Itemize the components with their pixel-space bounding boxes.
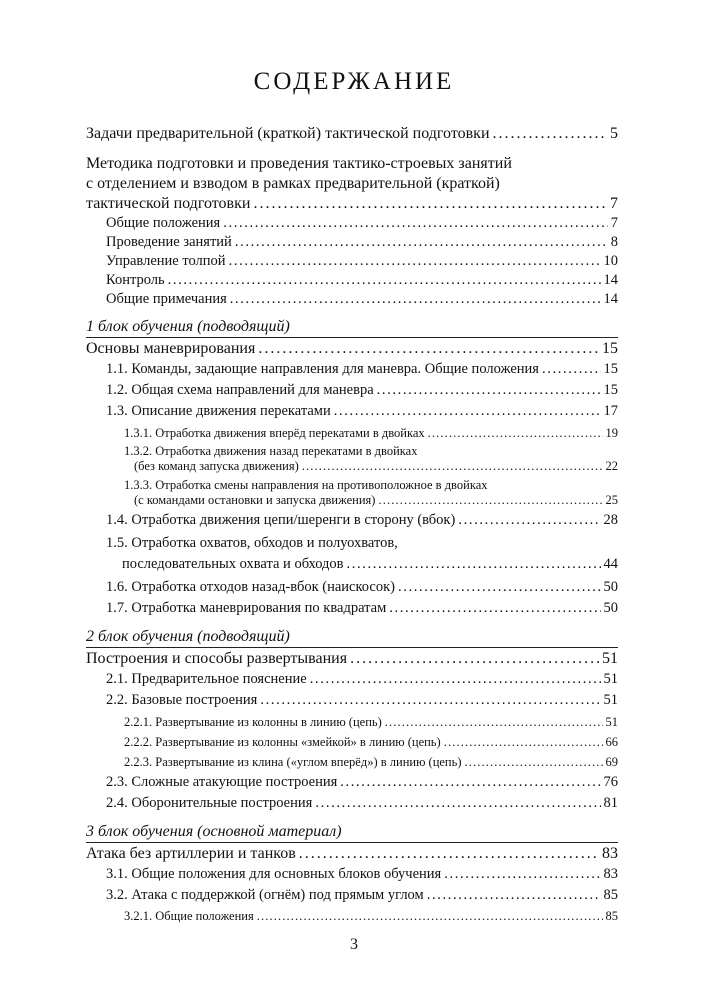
toc-page: 50: [603, 600, 618, 616]
toc-entry-control[interactable]: Контроль . . . 14: [86, 271, 618, 290]
table-of-contents: [86, 124, 618, 924]
toc-entry-1-5[interactable]: 1.5. Отработка охватов, обходов и полуохватов, последовательных охвата и обходов . . . 44: [86, 533, 618, 575]
toc-page: 10: [603, 253, 618, 269]
leader-dots: [465, 755, 603, 770]
toc-entry-3-1[interactable]: 3.1. Общие положения для основных блоков обучения . . . 83: [86, 864, 618, 885]
toc-entry-2-1[interactable]: 2.1. Предварительное пояснение . . . 51: [86, 669, 618, 690]
toc-entry-2-3[interactable]: 2.3. Сложные атакующие построения . . . 76: [86, 772, 618, 793]
toc-page: 22: [605, 459, 618, 473]
leader-dots: [253, 194, 607, 214]
toc-entry-2-4[interactable]: 2.4. Оборонительные построения . . . 81: [86, 793, 618, 814]
toc-entry-2-2-1[interactable]: 2.2.1. Развертывание из колонны в линию (цепь) . . . 51: [86, 715, 618, 730]
block-label: 1 блок обучения (подводящий): [86, 318, 290, 335]
toc-page: 19: [605, 426, 618, 440]
leader-dots: [458, 510, 600, 531]
toc-entry-1-3-1[interactable]: 1.3.1. Отработка движения вперёд перекатами в двойках . . . 19: [86, 426, 618, 441]
toc-page: 8: [610, 234, 618, 250]
leader-dots: [315, 793, 600, 814]
toc-page: 66: [605, 735, 618, 749]
toc-page: 15: [603, 361, 618, 377]
toc-page: 28: [603, 512, 618, 528]
toc-page: 51: [603, 671, 618, 687]
toc-entry-conducting[interactable]: Проведение занятий . . . 8: [86, 233, 618, 252]
leader-dots: [493, 124, 607, 144]
toc-entry-notes[interactable]: Общие примечания . . . 14: [86, 290, 618, 309]
toc-page: 51: [602, 650, 618, 667]
toc-entry-tasks[interactable]: Задачи предварительной (краткой) тактической подготовки . . . 5: [86, 124, 618, 144]
leader-dots: [168, 271, 601, 290]
block-label: 2 блок обучения (подводящий): [86, 628, 290, 645]
page-number: 3: [350, 936, 358, 953]
toc-entry-2-2-2[interactable]: 2.2.2. Развертывание из колонны «змейкой» в линию (цепь) . . . 66: [86, 735, 618, 750]
leader-dots: [347, 554, 601, 575]
toc-entry-2-2[interactable]: 2.2. Базовые построения . . . 51: [86, 690, 618, 711]
toc-page: 25: [605, 493, 618, 507]
toc-page: 5: [610, 125, 618, 142]
leader-dots: [258, 339, 599, 359]
leader-dots: [334, 401, 601, 422]
toc-entry-methodology[interactable]: Методика подготовки и проведения тактико-строевых занятий с отделением и взводом в рамках предварительной (краткой) тактической подготовки . . . 7: [86, 154, 618, 214]
leader-dots: [377, 380, 601, 401]
toc-entry-crowd[interactable]: Управление толпой . . . 10: [86, 252, 618, 271]
leader-dots: [257, 909, 603, 924]
leader-dots: [385, 715, 603, 730]
toc-page: 7: [610, 215, 618, 231]
leader-dots: [428, 426, 603, 441]
toc-page: 17: [603, 403, 618, 419]
leader-dots: [229, 252, 601, 271]
leader-dots: [350, 649, 599, 669]
leader-dots: [310, 669, 601, 690]
toc-page: 15: [602, 340, 618, 357]
block-label: 3 блок обучения (основной материал): [86, 823, 342, 840]
toc-page: 14: [603, 272, 618, 288]
toc-entry-3-2-1[interactable]: 3.2.1. Общие положения . . . 85: [86, 909, 618, 924]
toc-page: 7: [610, 195, 618, 212]
leader-dots: [340, 772, 600, 793]
toc-entry-block2[interactable]: Построения и способы развертывания . . . 51: [86, 647, 618, 669]
toc-page: 51: [605, 715, 618, 729]
leader-dots: [230, 290, 601, 309]
toc-page: 51: [603, 692, 618, 708]
leader-dots: [378, 493, 602, 508]
toc-entry-1-3[interactable]: 1.3. Описание движения перекатами . . . 17: [86, 401, 618, 422]
leader-dots: [235, 233, 608, 252]
leader-dots: [302, 459, 603, 474]
toc-entry-1-3-3[interactable]: 1.3.3. Отработка смены направления на противоположное в двойках (с командами остановки и запуска движения) . . . 25: [86, 478, 618, 508]
leader-dots: [398, 577, 601, 598]
leader-dots: [223, 214, 608, 233]
toc-page: 83: [602, 845, 618, 862]
page-title: СОДЕРЖАНИЕ: [253, 68, 455, 95]
toc-entry-block3[interactable]: Атака без артиллерии и танков . . . 83: [86, 842, 618, 864]
toc-entry-block1[interactable]: Основы маневрирования . . . 15: [86, 337, 618, 359]
leader-dots: [542, 359, 601, 380]
toc-entry-general[interactable]: Общие положения . . . 7: [86, 214, 618, 233]
toc-entry-3-2[interactable]: 3.2. Атака с поддержкой (огнём) под прямым углом . . . 85: [86, 885, 618, 906]
toc-entry-1-7[interactable]: 1.7. Отработка маневрирования по квадратам . . . 50: [86, 598, 618, 619]
toc-entry-1-6[interactable]: 1.6. Отработка отходов назад-вбок (наискосок) . . . 50: [86, 577, 618, 598]
toc-page: 85: [603, 887, 618, 903]
toc-entry-1-4[interactable]: 1.4. Отработка движения цепи/шеренги в сторону (вбок) . . . 28: [86, 510, 618, 531]
leader-dots: [389, 598, 600, 619]
toc-page: 50: [603, 579, 618, 595]
toc-page: 15: [603, 382, 618, 398]
toc-page: 44: [603, 556, 618, 572]
toc-page: 14: [603, 291, 618, 307]
leader-dots: [427, 885, 601, 906]
toc-page: 76: [603, 774, 618, 790]
leader-dots: [260, 690, 600, 711]
toc-entry-2-2-3[interactable]: 2.2.3. Развертывание из клина («углом вперёд») в линию (цепь) . . . 69: [86, 755, 618, 770]
toc-entry-1-3-2[interactable]: 1.3.2. Отработка движения назад перекатами в двойках (без команд запуска движения) . . . 22: [86, 444, 618, 474]
leader-dots: [444, 864, 600, 885]
leader-dots: [299, 844, 599, 864]
toc-page: 83: [603, 866, 618, 882]
toc-entry-1-2[interactable]: 1.2. Общая схема направлений для маневра . . . 15: [86, 380, 618, 401]
leader-dots: [444, 735, 603, 750]
toc-page: 81: [603, 795, 618, 811]
toc-page: 69: [605, 755, 618, 769]
toc-page: 85: [605, 909, 618, 923]
toc-entry-1-1[interactable]: 1.1. Команды, задающие направления для маневра. Общие положения . . . 15: [86, 359, 618, 380]
